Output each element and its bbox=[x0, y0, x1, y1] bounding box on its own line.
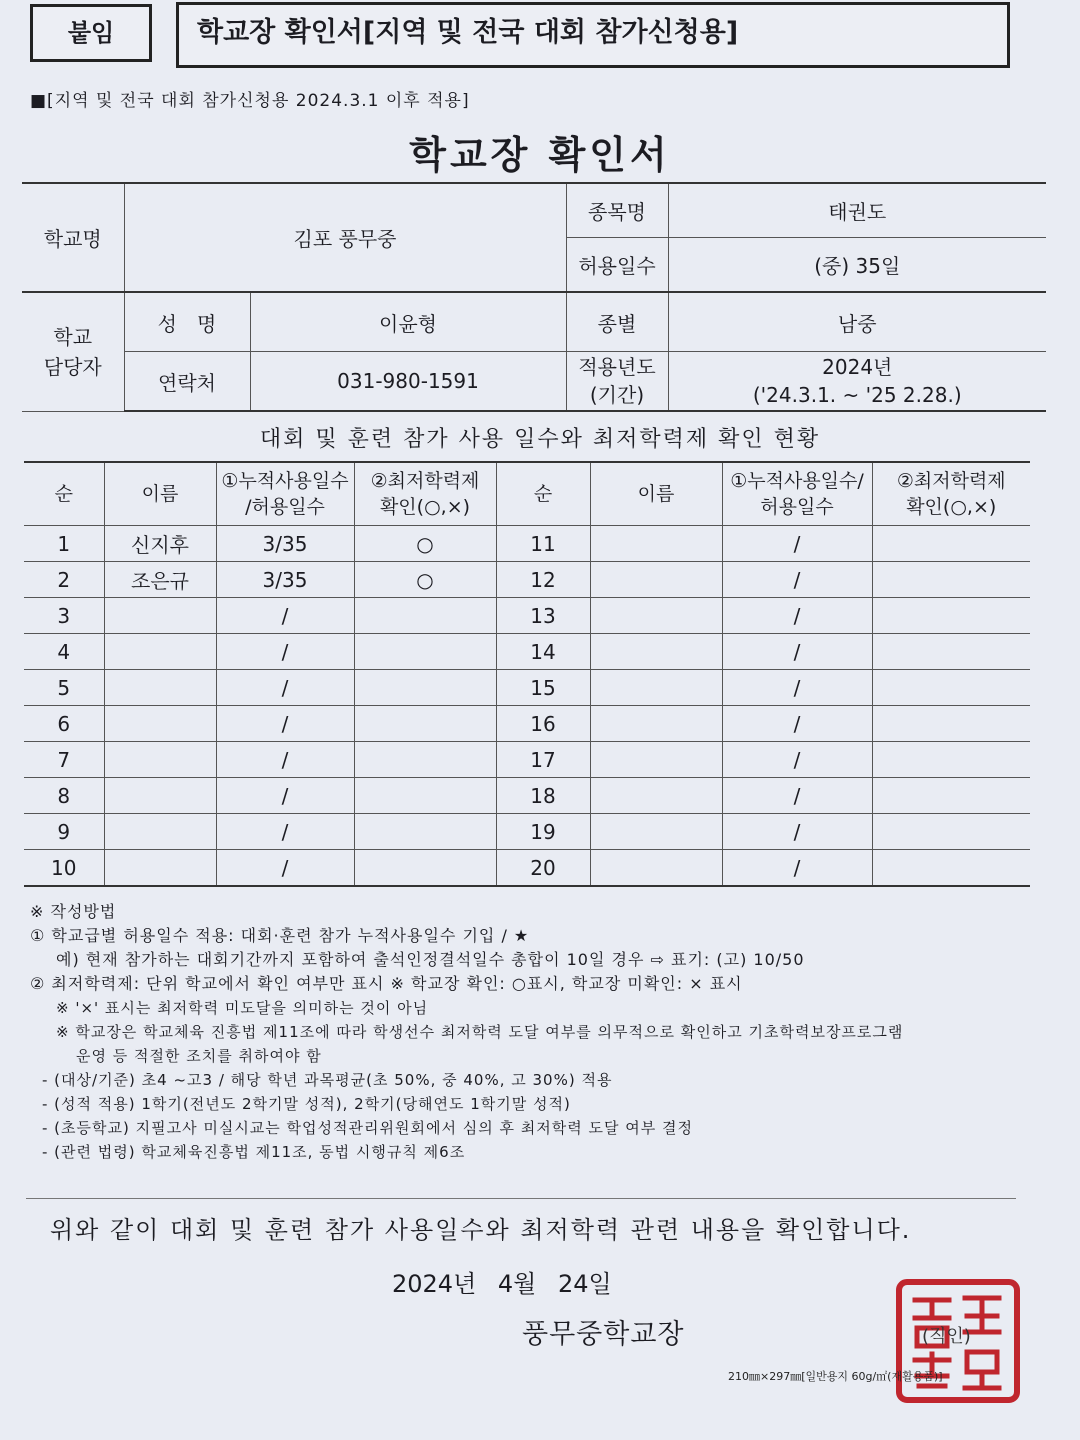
student-name bbox=[104, 634, 216, 670]
allowed-days-value: (중) 35일 bbox=[668, 238, 1046, 293]
row-number-2: 16 bbox=[496, 706, 590, 742]
used-days: / bbox=[216, 814, 354, 850]
row-number-2: 17 bbox=[496, 742, 590, 778]
header-no-2: 순 bbox=[496, 462, 590, 526]
used-days-2: / bbox=[722, 562, 872, 598]
row-number: 1 bbox=[24, 526, 104, 562]
header-days: ①누적사용일수 /허용일수 bbox=[216, 462, 354, 526]
min-standard-check-2 bbox=[872, 706, 1030, 742]
year-text: 2024년 bbox=[822, 355, 893, 379]
note-line-6: 운영 등 적절한 조치를 취하여야 함 bbox=[76, 1047, 322, 1065]
info-table bbox=[22, 182, 1046, 412]
row-number-2: 12 bbox=[496, 562, 590, 598]
student-name-2 bbox=[590, 562, 722, 598]
used-days: 3/35 bbox=[216, 562, 354, 598]
min-standard-check bbox=[354, 778, 496, 814]
paper-spec: 210㎜×297㎜[일반용지 60g/㎡(재활용품)] bbox=[728, 1370, 943, 1383]
min-standard-check bbox=[354, 706, 496, 742]
table-row bbox=[24, 778, 1030, 814]
min-standard-check: ○ bbox=[354, 526, 496, 562]
row-number: 3 bbox=[24, 598, 104, 634]
used-days-2: / bbox=[722, 670, 872, 706]
used-days: / bbox=[216, 598, 354, 634]
min-standard-check-2 bbox=[872, 778, 1030, 814]
event-label: 종목명 bbox=[566, 183, 668, 238]
person-value: 이윤형 bbox=[250, 292, 566, 352]
student-name-2 bbox=[590, 742, 722, 778]
row-number: 8 bbox=[24, 778, 104, 814]
instructions bbox=[30, 900, 1040, 1164]
row-number-2: 15 bbox=[496, 670, 590, 706]
contact-label: 학교 담당자 bbox=[22, 292, 124, 411]
student-name bbox=[104, 598, 216, 634]
school-name-value: 김포 풍무중 bbox=[124, 183, 566, 292]
year-label: 적용년도 (기간) bbox=[566, 352, 668, 412]
category-label: 종별 bbox=[566, 292, 668, 352]
min-standard-check-2 bbox=[872, 670, 1030, 706]
min-standard-check: ○ bbox=[354, 562, 496, 598]
student-name bbox=[104, 706, 216, 742]
confirmation-statement: 위와 같이 대회 및 훈련 참가 사용일수와 최저학력 관련 내용을 확인합니다. bbox=[50, 1216, 912, 1244]
student-name-2 bbox=[590, 778, 722, 814]
student-name-2 bbox=[590, 706, 722, 742]
used-days-2: / bbox=[722, 526, 872, 562]
header-min-standard-2: ②최저학력제 확인(○,×) bbox=[872, 462, 1030, 526]
min-standard-check bbox=[354, 814, 496, 850]
row-number-2: 14 bbox=[496, 634, 590, 670]
student-name-2 bbox=[590, 670, 722, 706]
header-days-2: ①누적사용일수/ 허용일수 bbox=[722, 462, 872, 526]
student-name: 조은규 bbox=[104, 562, 216, 598]
school-name-label: 학교명 bbox=[22, 183, 124, 292]
seal-label: (직인) bbox=[922, 1326, 971, 1347]
min-standard-check-2 bbox=[872, 598, 1030, 634]
used-days-2: / bbox=[722, 706, 872, 742]
header-min-standard: ②최저학력제 확인(○,×) bbox=[354, 462, 496, 526]
page-title: 학교장 확인서 bbox=[409, 133, 671, 177]
table-row bbox=[24, 562, 1030, 598]
table-row bbox=[24, 598, 1030, 634]
table-row bbox=[24, 706, 1030, 742]
table-row bbox=[24, 670, 1030, 706]
apply-note: ■[지역 및 전국 대회 참가신청용 2024.3.1 이후 적용] bbox=[30, 91, 470, 111]
year-value bbox=[668, 352, 1046, 412]
table-row bbox=[24, 634, 1030, 670]
category-value: 남중 bbox=[668, 292, 1046, 352]
row-number: 9 bbox=[24, 814, 104, 850]
person-label: 성 명 bbox=[124, 292, 250, 352]
min-standard-check bbox=[354, 634, 496, 670]
note-line-7: - (대상/기준) 초4 ~고3 / 해당 학년 과목평균(초 50%, 중 40%, 고 30%) 적용 bbox=[42, 1071, 613, 1089]
min-standard-check bbox=[354, 670, 496, 706]
row-number: 4 bbox=[24, 634, 104, 670]
note-line-5: ※ 학교장은 학교체육 진흥법 제11조에 따라 학생선수 최저학력 도달 여부를 의무적으로 확인하고 기초학력보장프로그램 bbox=[56, 1023, 904, 1041]
section-title: 대회 및 훈련 참가 사용 일수와 최저학력제 확인 현황 bbox=[259, 427, 821, 452]
student-name-2 bbox=[590, 814, 722, 850]
row-number: 6 bbox=[24, 706, 104, 742]
student-name bbox=[104, 850, 216, 887]
divider bbox=[26, 1198, 1016, 1199]
table-row bbox=[24, 814, 1030, 850]
min-standard-check-2 bbox=[872, 526, 1030, 562]
row-number: 7 bbox=[24, 742, 104, 778]
row-number-2: 18 bbox=[496, 778, 590, 814]
used-days: / bbox=[216, 850, 354, 887]
roster-body bbox=[24, 526, 1030, 887]
note-line-1: ① 학교급별 허용일수 적용: 대회·훈련 참가 누적사용일수 기입 / ★ bbox=[30, 926, 530, 945]
attachment-tag: 붙임 bbox=[30, 4, 152, 62]
table-row bbox=[24, 742, 1030, 778]
allowed-days-label: 허용일수 bbox=[566, 238, 668, 293]
min-standard-check-2 bbox=[872, 850, 1030, 887]
min-standard-check bbox=[354, 850, 496, 887]
note-line-4: ※ '×' 표시는 최저학력 미도달을 의미하는 것이 아님 bbox=[56, 999, 429, 1017]
min-standard-check-2 bbox=[872, 814, 1030, 850]
student-name bbox=[104, 742, 216, 778]
phone-value: 031-980-1591 bbox=[250, 352, 566, 412]
header-name: 이름 bbox=[104, 462, 216, 526]
note-line-9: - (초등학교) 지필고사 미실시교는 학업성적관리위원회에서 심의 후 최저학력 도달 여부 결정 bbox=[42, 1119, 693, 1137]
note-line-3: ② 최저학력제: 단위 학교에서 확인 여부만 표시 ※ 학교장 확인: ○표시, 학교장 미확인: × 표시 bbox=[30, 974, 743, 993]
issue-date: 2024년 4월 24일 bbox=[392, 1270, 612, 1298]
student-name-2 bbox=[590, 634, 722, 670]
used-days-2: / bbox=[722, 742, 872, 778]
used-days-2: / bbox=[722, 814, 872, 850]
note-line-10: - (관련 법령) 학교체육진흥법 제11조, 동법 시행규칙 제6조 bbox=[42, 1143, 466, 1161]
phone-label: 연락처 bbox=[124, 352, 250, 412]
event-value: 태권도 bbox=[668, 183, 1046, 238]
student-name bbox=[104, 814, 216, 850]
student-name-2 bbox=[590, 850, 722, 887]
table-row bbox=[24, 850, 1030, 887]
row-number-2: 13 bbox=[496, 598, 590, 634]
used-days: / bbox=[216, 670, 354, 706]
roster-table bbox=[24, 461, 1030, 887]
row-number: 10 bbox=[24, 850, 104, 887]
used-days: / bbox=[216, 742, 354, 778]
student-name bbox=[104, 670, 216, 706]
row-number-2: 20 bbox=[496, 850, 590, 887]
min-standard-check-2 bbox=[872, 634, 1030, 670]
notes-heading: ※ 작성방법 bbox=[30, 902, 117, 921]
used-days: / bbox=[216, 706, 354, 742]
signer-title: 풍무중학교장 bbox=[522, 1319, 685, 1350]
row-number-2: 19 bbox=[496, 814, 590, 850]
used-days: / bbox=[216, 634, 354, 670]
row-number: 5 bbox=[24, 670, 104, 706]
student-name-2 bbox=[590, 598, 722, 634]
used-days: 3/35 bbox=[216, 526, 354, 562]
used-days-2: / bbox=[722, 850, 872, 887]
used-days-2: / bbox=[722, 778, 872, 814]
used-days: / bbox=[216, 778, 354, 814]
used-days-2: / bbox=[722, 598, 872, 634]
student-name bbox=[104, 778, 216, 814]
row-number: 2 bbox=[24, 562, 104, 598]
period-text: ('24.3.1. ~ '25 2.28.) bbox=[752, 383, 962, 407]
used-days-2: / bbox=[722, 634, 872, 670]
header-no: 순 bbox=[24, 462, 104, 526]
min-standard-check-2 bbox=[872, 742, 1030, 778]
student-name: 신지후 bbox=[104, 526, 216, 562]
student-name-2 bbox=[590, 526, 722, 562]
header-name-2: 이름 bbox=[590, 462, 722, 526]
row-number-2: 11 bbox=[496, 526, 590, 562]
table-row bbox=[24, 526, 1030, 562]
min-standard-check bbox=[354, 598, 496, 634]
note-line-2: 예) 현재 참가하는 대회기간까지 포함하여 출석인정결석일수 총합이 10일 경우 ⇨ 표기: (고) 10/50 bbox=[56, 950, 805, 969]
min-standard-check-2 bbox=[872, 562, 1030, 598]
note-line-8: - (성적 적용) 1학기(전년도 2학기말 성적), 2학기(당해연도 1학기말 성적) bbox=[42, 1095, 571, 1113]
min-standard-check bbox=[354, 742, 496, 778]
document-header-title: 학교장 확인서[지역 및 전국 대회 참가신청용] bbox=[176, 2, 1010, 68]
